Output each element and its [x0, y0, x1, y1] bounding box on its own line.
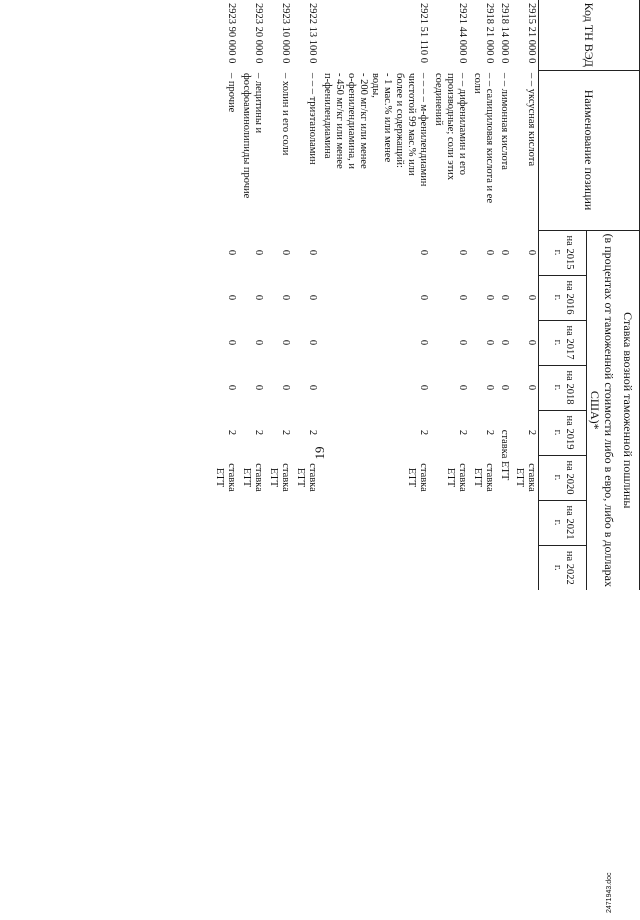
table-row: [212, 0, 239, 920]
row-rate-2016: 0: [431, 275, 470, 320]
row-rate-2019: 2: [431, 410, 470, 455]
row-rate-2020: ставка ЕТТ: [431, 455, 470, 500]
row-name: – – лимонная кислота: [497, 70, 512, 230]
rate-subtitle: (в процентах от таможенной стоимости либо в евро, либо в долларах США)*: [587, 230, 618, 590]
table-row: [320, 0, 431, 920]
year-header: на 2017 г.: [539, 320, 587, 365]
row-rate-2016: 0: [266, 275, 293, 320]
row-name: – холин и его соли: [266, 70, 293, 230]
row-rate-2015: 0: [320, 230, 431, 275]
row-rate-2019: 2: [212, 410, 239, 455]
footer-doc-id: 2471943.doc: [605, 793, 615, 913]
row-code: 2923 10 000 0: [266, 0, 293, 70]
row-rate-2017: 0: [431, 320, 470, 365]
table-row: [512, 0, 540, 920]
table-header: [539, 0, 640, 920]
year-header: на 2016 г.: [539, 275, 587, 320]
row-rate-2020: ставка ЕТТ: [512, 455, 540, 500]
col-header-name: Наименование позиции: [539, 70, 640, 230]
row-name: – – салициловая кислота и ее соли: [470, 70, 497, 230]
row-rate-2017: 0: [266, 320, 293, 365]
row-rate-2020: ставка ЕТТ: [239, 455, 266, 500]
row-rate-2017: 0: [512, 320, 540, 365]
year-header: на 2019 г.: [539, 410, 587, 455]
row-rate-2019: 2: [239, 410, 266, 455]
row-rate-2019: 2: [266, 410, 293, 455]
row-rate-2016: 0: [320, 275, 431, 320]
row-rate-2017: 0: [320, 320, 431, 365]
row-code: 2923 90 000 0: [212, 0, 239, 70]
row-rate-2019: 2: [512, 410, 540, 455]
row-rate-2015: 0: [470, 230, 497, 275]
row-rate-2015: 0: [431, 230, 470, 275]
row-rate-2020: ставка ЕТТ: [470, 455, 497, 500]
row-code: 2922 13 100 0: [293, 0, 320, 70]
col-header-code: Код ТН ВЭД: [539, 0, 640, 70]
table-row: [266, 0, 293, 920]
table-body: [212, 0, 540, 920]
table-row: [239, 0, 266, 920]
row-code: 2921 51 110 0: [320, 0, 431, 70]
row-rate-2018: 0: [512, 365, 540, 410]
row-name: – – – триэтаноламин: [293, 70, 320, 230]
row-rate-2018: 0: [212, 365, 239, 410]
row-rate-2015: 0: [266, 230, 293, 275]
row-rate-2020: ставка ЕТТ: [320, 455, 431, 500]
year-header: на 2015 г.: [539, 230, 587, 275]
row-rate-2017: 0: [497, 320, 512, 365]
row-code: 2923 20 000 0: [239, 0, 266, 70]
table-row: [470, 0, 497, 920]
row-rate-2019: 2: [470, 410, 497, 455]
row-rate-2020: ставка ЕТТ: [212, 455, 239, 500]
year-header: на 2021 г.: [539, 500, 587, 545]
page-number: 19: [311, 433, 329, 473]
rate-title: Ставка ввозной таможенной пошлины: [618, 230, 640, 590]
year-header: на 2020 г.: [539, 455, 587, 500]
tariff-table: [212, 0, 640, 920]
row-rate-2018: 0: [470, 365, 497, 410]
row-code: 2918 14 000 0: [497, 0, 512, 70]
table-row: [293, 0, 320, 920]
row-rate-2015: 0: [512, 230, 540, 275]
row-name: – – дифениламин и его производные; соли этих соединений: [431, 70, 470, 230]
row-rate-2015: 0: [212, 230, 239, 275]
row-rate-2015: 0: [239, 230, 266, 275]
row-rate-2016: 0: [512, 275, 540, 320]
row-rate-2015: 0: [293, 230, 320, 275]
row-rate-2016: 0: [470, 275, 497, 320]
row-rate-2019: 2: [320, 410, 431, 455]
row-rate-2018: 0: [266, 365, 293, 410]
row-rate-2018: 0: [431, 365, 470, 410]
row-rate-2017: 0: [212, 320, 239, 365]
tariff-table-rotated: [80, 0, 640, 875]
row-rate-2020: ставка ЕТТ: [266, 455, 293, 500]
table-row: [431, 0, 470, 920]
row-code: 2918 21 000 0: [470, 0, 497, 70]
row-name: – лецитины и фосфоаминолипиды прочие: [239, 70, 266, 230]
row-rate-2016: 0: [239, 275, 266, 320]
row-rate-2017: 0: [239, 320, 266, 365]
row-rate-2018: 0: [293, 365, 320, 410]
row-name: – прочие: [212, 70, 239, 230]
row-rate-2017: 0: [293, 320, 320, 365]
row-rate-2017: 0: [470, 320, 497, 365]
row-rate-2016: 0: [497, 275, 512, 320]
row-rate-2015: 0: [497, 230, 512, 275]
row-rate-2019: 2: [293, 410, 320, 455]
row-code: 2915 21 000 0: [512, 0, 540, 70]
row-code: 2921 44 000 0: [431, 0, 470, 70]
year-header: на 2018 г.: [539, 365, 587, 410]
row-rate-2019: ставка ЕТТ: [497, 410, 512, 500]
year-header: на 2022 г.: [539, 545, 587, 590]
row-rate-2018: 0: [320, 365, 431, 410]
table-row: [497, 0, 512, 920]
row-name: – – уксусная кислота: [512, 70, 540, 230]
row-rate-2016: 0: [293, 275, 320, 320]
row-rate-2018: 0: [239, 365, 266, 410]
row-rate-2018: 0: [497, 365, 512, 410]
row-rate-2020: ставка ЕТТ: [293, 455, 320, 500]
row-name: – – – – м-фенилендиамин чистотой 99 мас.% или более и содержащий: - 1 мас.% или менее воды, - 200 мг/кг или менее o-фенилендиамина, и - 450 мг/кг или менее п-фенилендиамина: [320, 70, 431, 230]
row-rate-2016: 0: [212, 275, 239, 320]
